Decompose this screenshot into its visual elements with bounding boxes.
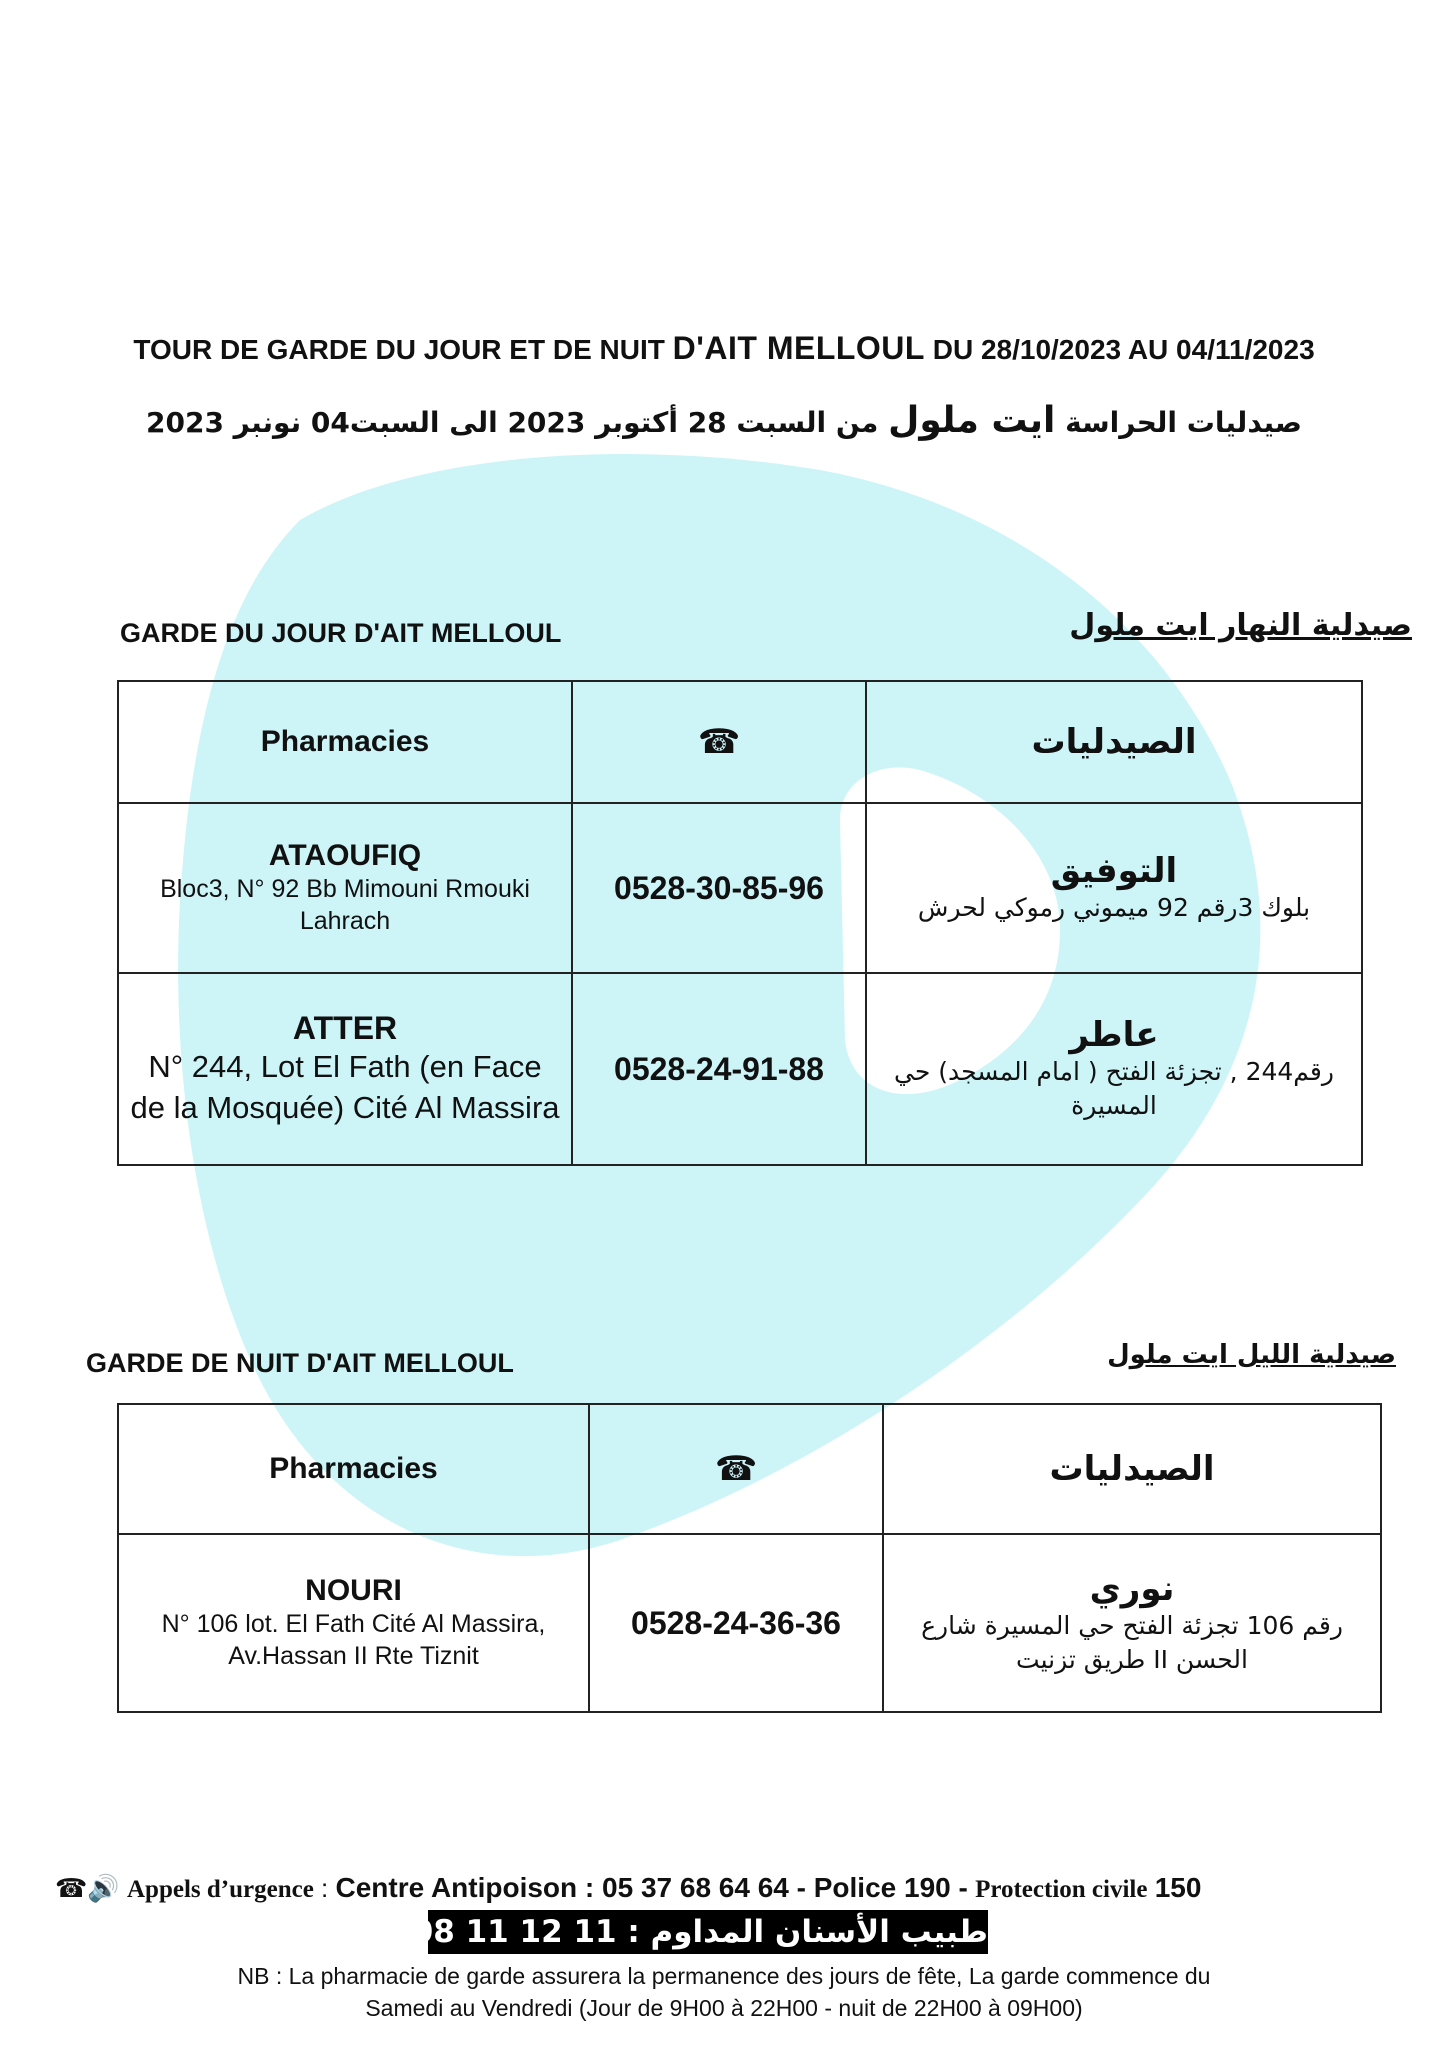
protection-civile-label: Protection civile <box>975 1876 1148 1903</box>
day-pharmacy-table <box>117 680 1363 1166</box>
pharmacy-address-fr: Bloc3, N° 92 Bb Mimouni Rmouki Lahrach <box>160 874 530 935</box>
pharmacy-ar-cell <box>866 973 1362 1165</box>
day-section-title-ar: صيدلية النهار ايت ملول <box>1069 608 1412 643</box>
pharmacy-name-ar: نوري <box>1089 1569 1175 1610</box>
phone-icon: ☎ <box>697 722 741 762</box>
page-title-ar: صيدليات الحراسة ايت ملول من السبت 28 أكتوبر 2023 الى السبت04 نونبر 2023 <box>146 400 1302 441</box>
protection-civile-number: 150 <box>1154 1872 1202 1903</box>
pharmacy-ar-cell <box>866 803 1362 973</box>
emergency-line: ☎🔊 Appels d’urgence : Centre Antipoison : 05 37 68 64 64 - Police 190 - Protection civile 150 <box>55 1872 1202 1903</box>
header-phone <box>589 1404 883 1534</box>
header-pharmacies: Pharmacies <box>118 1404 589 1534</box>
pharmacy-address-fr: N° 106 lot. El Fath Cité Al Massira, Av.Hassan II Rte Tiznit <box>161 1609 546 1670</box>
emergency-numbers: Centre Antipoison : 05 37 68 64 64 - Police 190 - <box>335 1872 968 1903</box>
title-city-fr: D'AIT MELLOUL <box>672 330 925 366</box>
pharmacy-phone: 0528-24-36-36 <box>631 1604 841 1641</box>
dentist-on-duty: طبيب الأسنان المداوم : 11 12 11 08 06 <box>428 1910 988 1954</box>
pharmacy-fr-cell <box>118 973 572 1165</box>
table-row <box>118 973 1362 1165</box>
pharmacy-fr-cell <box>118 803 572 973</box>
header-pharmacies-ar: الصيدليات <box>866 681 1362 803</box>
night-pharmacy-table <box>117 1403 1382 1713</box>
pharmacy-address-fr: N° 244, Lot El Fath (en Face de la Mosquée) Cité Al Massira <box>130 1049 560 1125</box>
table-row <box>118 803 1362 973</box>
table-header-row <box>118 681 1362 803</box>
note-line-2: Samedi au Vendredi (Jour de 9H00 à 22H00 - nuit de 22H00 à 09H00) <box>365 1995 1083 2022</box>
pharmacy-name-ar: عاطر <box>1069 1015 1159 1056</box>
table-header-row <box>118 1404 1381 1534</box>
title-city-ar: ايت ملول <box>888 400 1056 441</box>
day-section-title-fr: GARDE DU JOUR D'AIT MELLOUL <box>120 618 562 648</box>
emergency-label: Appels d’urgence <box>127 1876 314 1903</box>
night-section-title-ar: صيدلية الليل ايت ملول <box>1107 1340 1396 1370</box>
pharmacy-name-fr: NOURI <box>305 1573 402 1607</box>
note <box>0 1960 1448 2024</box>
header-phone <box>572 681 866 803</box>
night-section-title-fr: GARDE DE NUIT D'AIT MELLOUL <box>86 1348 514 1378</box>
pharmacy-fr-cell <box>118 1534 589 1712</box>
phone-cell <box>589 1534 883 1712</box>
table-row <box>118 1534 1381 1712</box>
pharmacy-address-ar: رقم244 , تجزئة الفتح ( امام المسجد) حي المسيرة <box>894 1057 1334 1120</box>
pharmacy-ar-cell <box>883 1534 1381 1712</box>
phone-cell <box>572 803 866 973</box>
header-pharmacies-ar: الصيدليات <box>883 1404 1381 1534</box>
header-pharmacies: Pharmacies <box>118 681 572 803</box>
page-title-fr: TOUR DE GARDE DU JOUR ET DE NUIT D'AIT MELLOUL DU 28/10/2023 AU 04/11/2023 <box>133 330 1315 366</box>
phone-cell <box>572 973 866 1165</box>
pharmacy-name-fr: ATAOUFIQ <box>268 838 422 872</box>
pharmacy-phone: 0528-30-85-96 <box>614 869 824 906</box>
pharmacy-phone: 0528-24-91-88 <box>614 1050 824 1087</box>
pharmacy-address-ar: بلوك 3رقم 92 ميموني رموكي لحرش <box>917 893 1311 923</box>
pharmacy-name-ar: التوفيق <box>1050 851 1178 892</box>
pharmacy-name-fr: ATTER <box>292 1010 398 1047</box>
pharmacy-address-ar: رقم 106 تجزئة الفتح حي المسيرة شارع الحسن II طريق تزنيت <box>921 1611 1343 1674</box>
emergency-icon: ☎🔊 <box>55 1873 120 1903</box>
phone-icon: ☎ <box>714 1449 758 1489</box>
note-line-1: NB : La pharmacie de garde assurera la permanence des jours de fête, La garde commence du <box>237 1963 1211 1989</box>
